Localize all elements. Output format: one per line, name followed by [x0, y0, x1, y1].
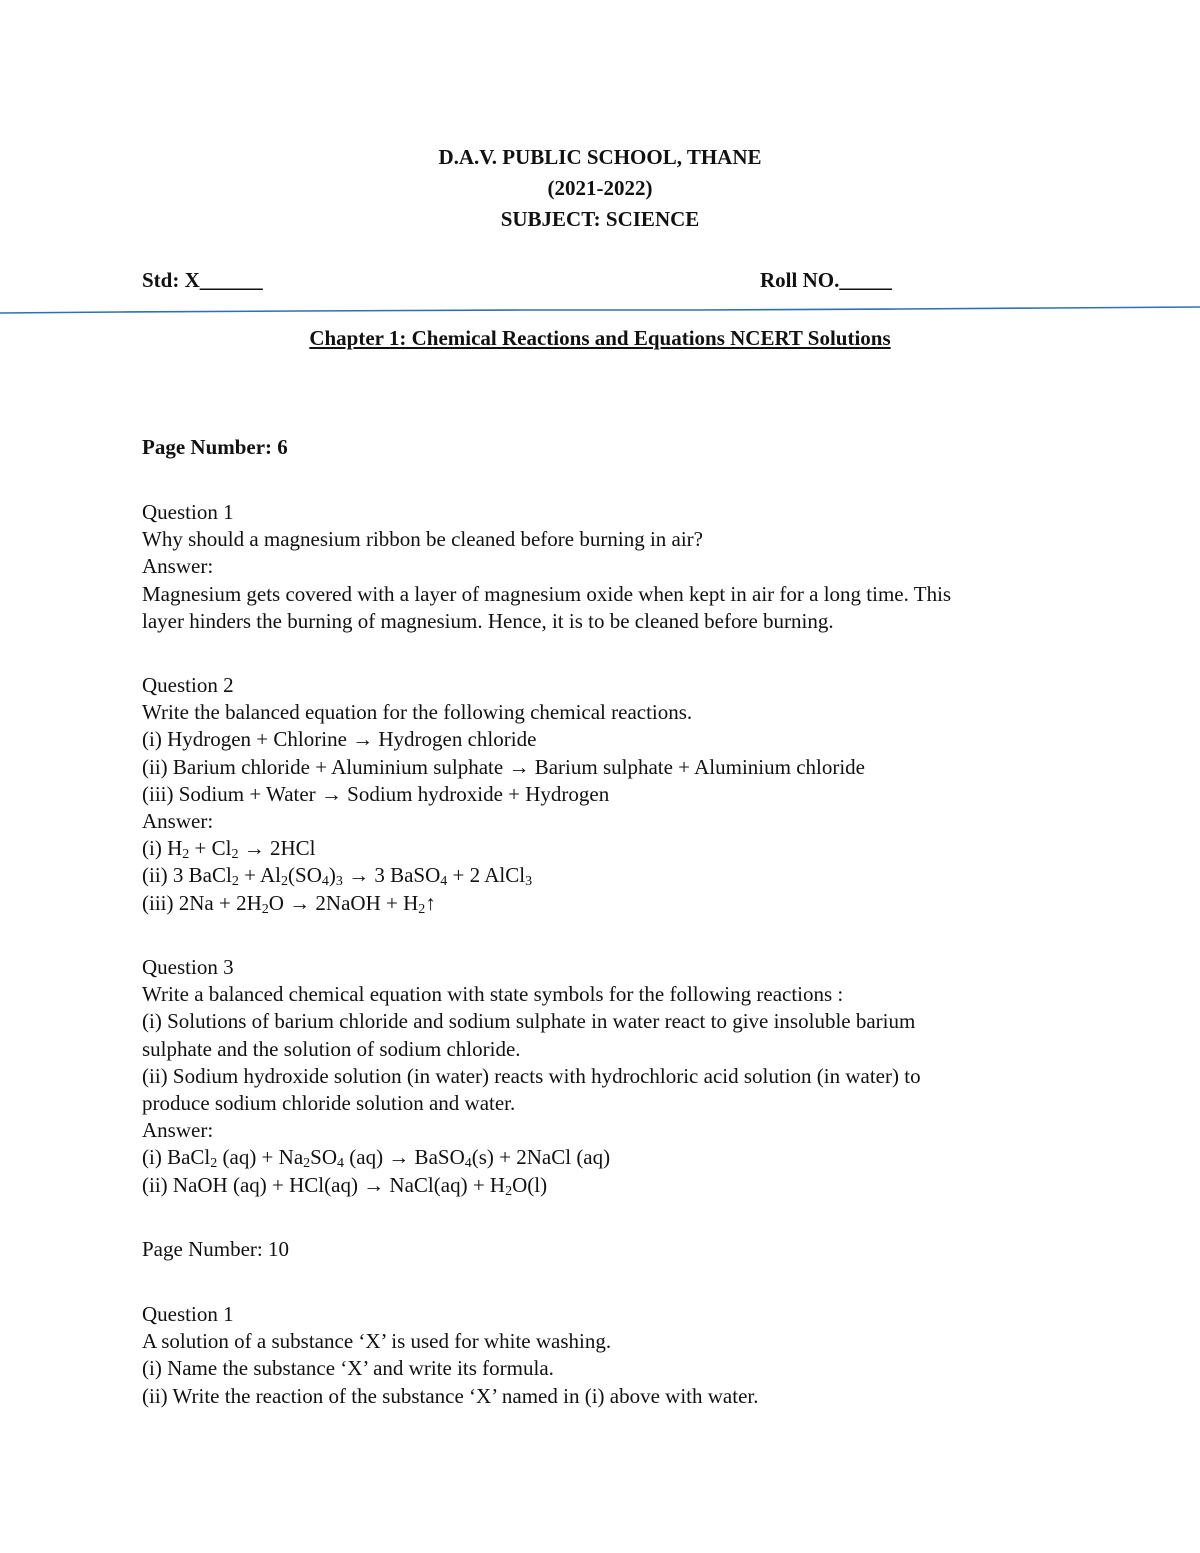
answer-label: Answer: [142, 554, 214, 579]
equation-line: (i) $H_2 + Cl_2 \to 2HCl$ [142, 836, 316, 863]
question-item: (i) Solutions of barium chloride and sodium sulphate in water react to give insoluble barium [142, 1009, 916, 1034]
header-divider-line [0, 300, 1200, 320]
question-label: Question 3 [142, 955, 234, 979]
question-item: (ii) Barium chloride + Aluminium sulphate → Barium sulphate + Aluminium chloride [142, 754, 866, 779]
question-block [142, 499, 1072, 635]
question-text: Why should a magnesium ribbon be cleaned before burning in air? [142, 527, 703, 552]
question-item: produce sodium chloride solution and water. [142, 1091, 516, 1116]
subject-title: SUBJECT: SCIENCE [500, 207, 700, 231]
question-item: (i) Name the substance ‘X’ and write its formula. [142, 1356, 554, 1381]
equation-line: (i) BaCl$_2$ $(aq) + Na_2SO_4$ (aq) → BaSO$_4$(s) + 2NaCl (aq) [142, 1145, 611, 1172]
std-field: Std: X______ [142, 268, 263, 292]
question-item: sulphate and the solution of sodium chloride. [142, 1036, 521, 1061]
question-item: (iii) Sodium + Water → Sodium hydroxide + Hydrogen [142, 781, 610, 806]
answer-text-line: Magnesium gets covered with a layer of magnesium oxide when kept in air for a long time. This [142, 581, 952, 606]
school-name: D.A.V. PUBLIC SCHOOL, THANE [438, 145, 762, 169]
section-page-6 [142, 434, 1072, 461]
equation-line: (ii) NaOH (aq) + HCl(aq) → NaCl(aq) + $H_2O(l)$ [142, 1172, 548, 1199]
answer-label: Answer: [142, 1118, 214, 1143]
roll-number-field: Roll NO._____ [760, 268, 892, 292]
question-text: Write the balanced equation for the following chemical reactions. [142, 700, 693, 725]
question-item: (ii) Write the reaction of the substance ‘X’ named in (i) above with water. [142, 1383, 759, 1408]
page-number-heading: Page Number: 6 [142, 435, 288, 459]
question-text: A solution of a substance ‘X’ is used for white washing. [142, 1329, 612, 1354]
question-label: Question 1 [142, 1302, 234, 1326]
question-block [142, 954, 1072, 1199]
question-text: Write a balanced chemical equation with state symbols for the following reactions : [142, 982, 844, 1007]
answer-label: Answer: [142, 809, 214, 834]
question-block [142, 1301, 1072, 1410]
answer-text-line: layer hinders the burning of magnesium. Hence, it is to be cleaned before burning. [142, 608, 834, 633]
question-item: (i) Hydrogen + Chlorine → Hydrogen chloride [142, 727, 537, 752]
question-item: (ii) Sodium hydroxide solution (in water) reacts with hydrochloric acid solution (in water) to [142, 1063, 921, 1088]
question-block [142, 672, 1072, 917]
equation-line: (ii) 3 BaCl$_2$ + $Al_2(SO_4)_3 \to 3$ BaSO$_4$ + 2 AlCl$_3$ [142, 863, 533, 890]
page-number-heading: Page Number: 10 [142, 1237, 289, 1261]
section-page-10 [142, 1236, 1072, 1263]
equation-line: (iii) $2Na + 2H_2O$ → 2NaOH + $H_2↑$ [142, 890, 436, 917]
question-label: Question 1 [142, 500, 234, 524]
question-label: Question 2 [142, 673, 234, 697]
academic-year: (2021-2022) [547, 176, 653, 200]
chapter-title: Chapter 1: Chemical Reactions and Equations NCERT Solutions [309, 326, 891, 350]
